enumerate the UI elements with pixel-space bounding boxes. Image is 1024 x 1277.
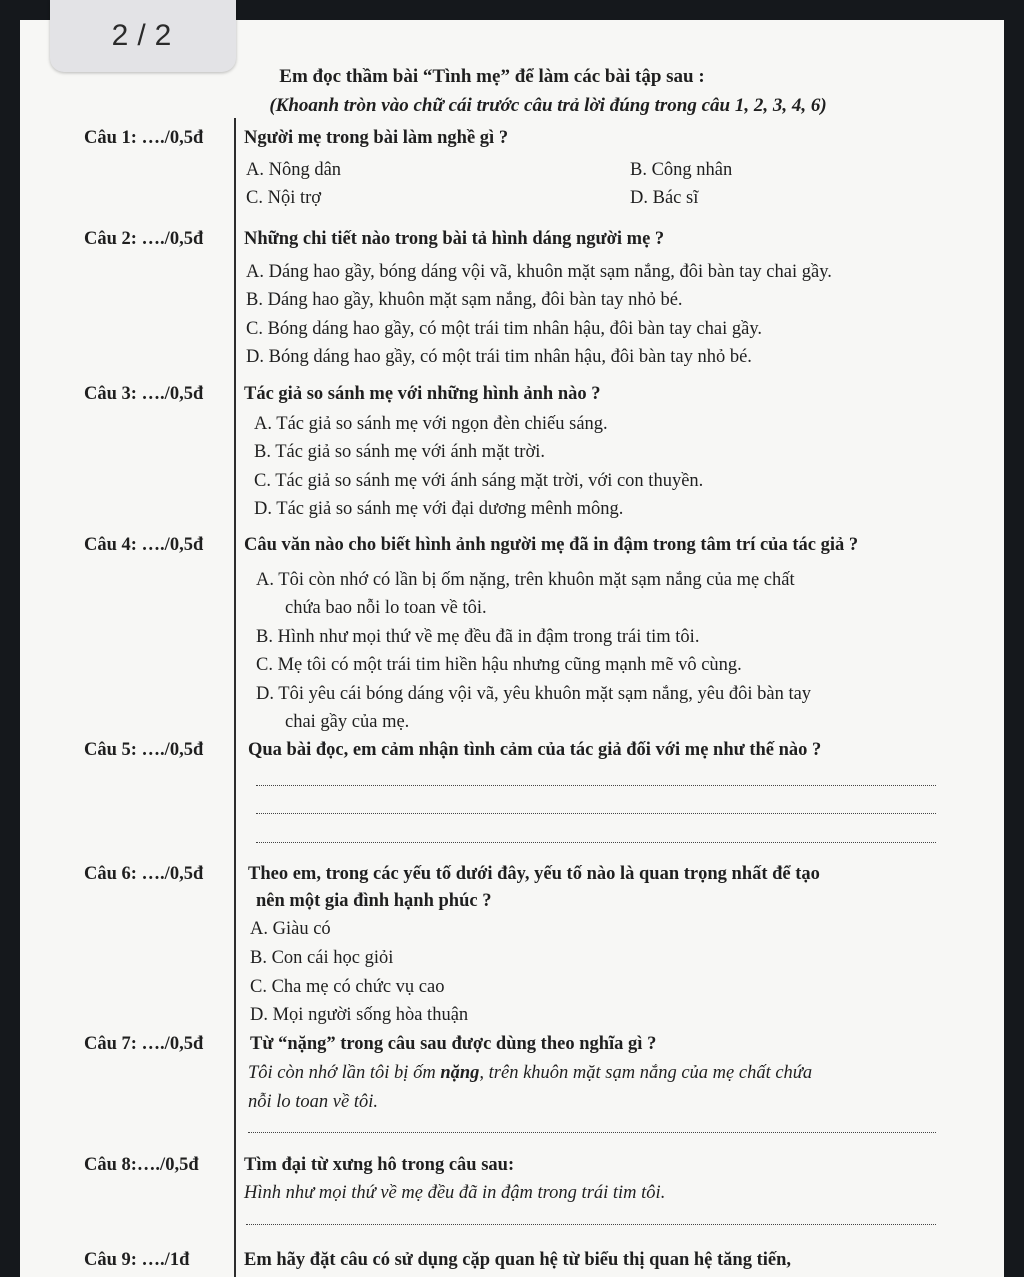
answer-line-7	[248, 1132, 936, 1133]
question-3-option-c: C. Tác giả so sánh mẹ với ánh sáng mặt trời, với con thuyền.	[254, 471, 704, 491]
instruction-note: (Khoanh tròn vào chữ cái trước câu trả lời đúng trong câu 1, 2, 3, 4, 6)	[269, 95, 827, 116]
question-1-option-a: A. Nông dân	[246, 160, 342, 180]
question-6-text-line1: Theo em, trong các yếu tố dưới đây, yếu tố nào là quan trọng nhất để tạo	[248, 864, 820, 884]
question-3-option-b: B. Tác giả so sánh mẹ với ánh mặt trời.	[254, 442, 546, 462]
question-7-text: Từ “nặng” trong câu sau được dùng theo nghĩa gì ?	[250, 1034, 657, 1054]
question-6-text-line2: nên một gia đình hạnh phúc ?	[256, 891, 492, 911]
question-4-option-c: C. Mẹ tôi có một trái tim hiền hậu nhưng cũng mạnh mẽ vô cùng.	[256, 655, 742, 675]
question-6-label: Câu 6: …./0,5đ	[84, 864, 204, 884]
question-3-option-a: A. Tác giả so sánh mẹ với ngọn đèn chiếu sáng.	[254, 414, 608, 434]
question-4-option-b: B. Hình như mọi thứ về mẹ đều đã in đậm trong trái tim tôi.	[256, 627, 700, 647]
question-6-option-c: C. Cha mẹ có chức vụ cao	[250, 977, 445, 997]
answer-line-5-3	[256, 842, 936, 843]
question-1-label: Câu 1: …./0,5đ	[84, 128, 204, 148]
answer-line-8	[246, 1224, 936, 1225]
answer-line-5-2	[256, 813, 936, 814]
question-2-option-c: C. Bóng dáng hao gầy, có một trái tim nhân hậu, đôi bàn tay chai gầy.	[246, 319, 762, 339]
highlighted-word: nặng	[440, 1063, 480, 1083]
question-5-text: Qua bài đọc, em cảm nhận tình cảm của tác giả đối với mẹ như thế nào ?	[248, 740, 822, 760]
question-2-option-d: D. Bóng dáng hao gầy, có một trái tim nhân hậu, đôi bàn tay nhỏ bé.	[246, 347, 752, 367]
worksheet-page	[20, 20, 1004, 1277]
question-3-option-d: D. Tác giả so sánh mẹ với đại dương mênh mông.	[254, 499, 624, 519]
question-6-option-a: A. Giàu có	[250, 919, 331, 939]
question-5-label: Câu 5: …./0,5đ	[84, 740, 204, 760]
question-4-option-d-line2: chai gầy của mẹ.	[285, 712, 410, 732]
page-total: 2	[154, 19, 175, 52]
answer-line-5-1	[256, 785, 936, 786]
question-6-option-d: D. Mọi người sống hòa thuận	[250, 1005, 469, 1025]
question-6-option-b: B. Con cái học giỏi	[250, 948, 394, 968]
question-2-option-a: A. Dáng hao gầy, bóng dáng vội vã, khuôn mặt sạm nắng, đôi bàn tay chai gầy.	[246, 262, 832, 282]
question-4-text: Câu văn nào cho biết hình ảnh người mẹ đã in đậm trong tâm trí của tác giả ?	[244, 535, 859, 555]
question-3-text: Tác giả so sánh mẹ với những hình ảnh nào ?	[244, 384, 601, 404]
question-1-option-b: B. Công nhân	[630, 160, 733, 180]
column-divider	[234, 118, 236, 1277]
question-2-option-b: B. Dáng hao gầy, khuôn mặt sạm nắng, đôi bàn tay nhỏ bé.	[246, 290, 683, 310]
question-9-label: Câu 9: …./1đ	[84, 1250, 190, 1270]
page-separator: /	[137, 19, 149, 52]
sentence-after: , trên khuôn mặt sạm nắng của mẹ chất chứa	[479, 1063, 813, 1083]
question-8-label: Câu 8:…./0,5đ	[84, 1155, 199, 1175]
page-indicator	[50, 0, 236, 72]
question-4-option-d-line1: D. Tôi yêu cái bóng dáng vội vã, yêu khuôn mặt sạm nắng, yêu đôi bàn tay	[256, 684, 812, 704]
question-7-label: Câu 7: …./0,5đ	[84, 1034, 204, 1054]
question-1-option-c: C. Nội trợ	[246, 188, 322, 208]
question-4-option-a-line1: A. Tôi còn nhớ có lần bị ốm nặng, trên khuôn mặt sạm nắng của mẹ chất	[256, 570, 795, 590]
question-7-sentence-line2: nỗi lo toan về tôi.	[248, 1092, 378, 1112]
question-3-label: Câu 3: …./0,5đ	[84, 384, 204, 404]
instruction-title: Em đọc thầm bài “Tình mẹ” để làm các bài tập sau :	[279, 66, 705, 87]
question-7-sentence-line1	[248, 1063, 812, 1084]
question-2-text: Những chi tiết nào trong bài tả hình dáng người mẹ ?	[244, 229, 665, 249]
question-4-label: Câu 4: …./0,5đ	[84, 535, 204, 555]
question-8-text: Tìm đại từ xưng hô trong câu sau:	[244, 1155, 515, 1175]
question-4-option-a-line2: chứa bao nỗi lo toan về tôi.	[285, 598, 487, 618]
question-1-option-d: D. Bác sĩ	[630, 188, 699, 208]
question-1-text: Người mẹ trong bài làm nghề gì ?	[244, 128, 509, 148]
page-current: 2	[111, 19, 132, 52]
question-2-label: Câu 2: …./0,5đ	[84, 229, 204, 249]
question-8-sentence: Hình như mọi thứ về mẹ đều đã in đậm trong trái tim tôi.	[244, 1183, 666, 1203]
sentence-before: Tôi còn nhớ lần tôi bị ốm	[248, 1063, 441, 1083]
question-9-text: Em hãy đặt câu có sử dụng cặp quan hệ từ biểu thị quan hệ tăng tiến,	[244, 1250, 792, 1270]
